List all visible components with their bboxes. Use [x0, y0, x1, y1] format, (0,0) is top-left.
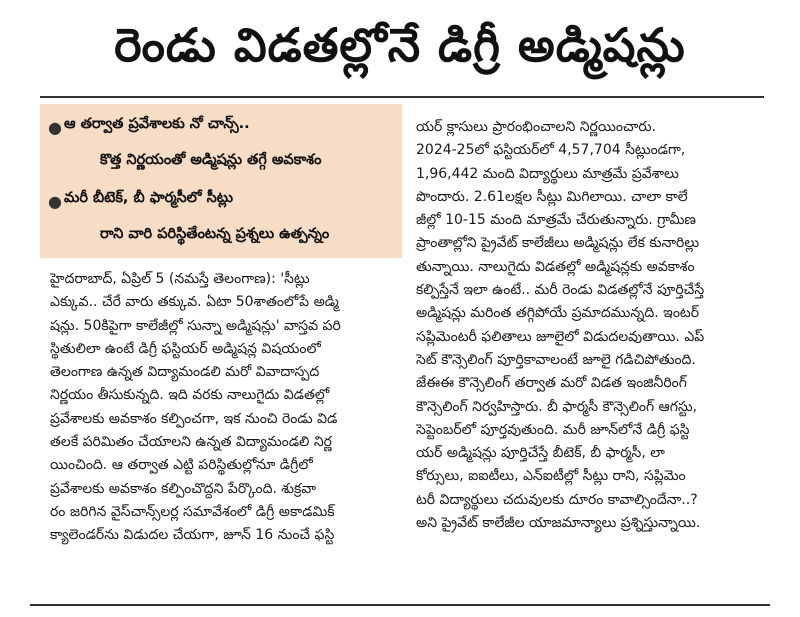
deck-line: మరీ బీటెక్, బీ ఫార్మసీలో సీట్లు: [64, 190, 234, 206]
body-line: అడ్మిషన్లు మరింత తగ్గిపోయే ప్రమాదమున్నది. ఇంటర్: [416, 305, 700, 322]
bullet-icon: ●: [48, 192, 62, 211]
body-line: 1,96,442 మంది విద్యార్థులు మాత్రమే ప్రవేశాలు: [416, 165, 679, 182]
body-line: యించింది. ఆ తర్వాత ఎట్టి పరిస్థితుల్లోనూ డిగ్రీలో: [50, 457, 313, 474]
body-line: యర్ క్లాసులు ప్రారంభించాలని నిర్ణయించారు.: [416, 119, 656, 135]
body-line: సెప్టెంబర్‌లో పూర్తవుతుంది. మరీ జూన్‌లోనే డిగ్రీ ఫస్టి: [416, 421, 690, 438]
body-line: సప్లిమెంటరీ ఫలితాలు జూలైలో విడుదలవుతాయి. ఎప్: [416, 328, 705, 345]
headline-rule: [40, 96, 764, 98]
body-line: నిర్ణయం తీసుకున్నది. ఇది వరకు నాలుగైదు విడతల్లో: [50, 387, 330, 404]
headline: రెండు విడతల్లోనే డిగ్రీ అడ్మిషన్లు: [114, 18, 686, 72]
body-line: ప్రవేశాలకు అవకాశం కల్పించొద్దని పేర్కొంది. శుక్రవా: [50, 480, 316, 497]
body-line: స్థితులిలా ఉంటే డిగ్రీ ఫస్టియర్ అడ్మిషన్ల విషయంలో: [50, 340, 321, 357]
body-line: షన్లు. 50కిపైగా కాలేజీల్లో సున్నా అడ్మిషన్లు' వాస్తవ పరి: [50, 317, 341, 334]
body-line: యర్ అడ్మిషన్లు పూర్తిచేస్తే బీటెక్, బీ ఫార్మసీ, లా: [416, 445, 665, 462]
body-line: తలకే పరిమితం చేయాలని ఉన్నత విద్యామండలి నిర్ణ: [50, 434, 332, 451]
body-column-left: [50, 268, 402, 548]
deck-line: రాని వారి పరిస్థితేంటన్న ప్రశ్నలు ఉత్పన్నం: [100, 226, 330, 242]
body-line: జేఈఈ కౌన్సెలింగ్ తర్వాత మరో విడత ఇంజినీరింగ్: [416, 375, 687, 392]
body-column-right: [416, 116, 772, 535]
body-line: అని ప్రైవేట్ కాలేజీల యాజమాన్యాలు ప్రశ్నిస్తున్నాయి.: [416, 515, 701, 532]
bullet-icon: ●: [48, 118, 62, 137]
deck-line: కొత్త నిర్ణయంతో అడ్మిషన్లు తగ్గే అవకాశం: [100, 152, 322, 168]
deck-box: [40, 104, 402, 258]
body-line: క్యాలెండర్‌ను విడుదల చేయగా, జూన్ 16 నుంచే ఫస్టి: [50, 527, 335, 544]
body-line: తెలంగాణ ఉన్నత విద్యామండలి మరో వివాదాస్పద: [50, 364, 320, 381]
bottom-rule: [30, 604, 770, 606]
body-line: టరీ విద్యార్థులు చదువులకు దూరం కావాల్సిందేనా..?: [416, 491, 698, 508]
body-line: కల్పిస్తేనే ఇలా ఉంటే.. మరీ రెండు విడతల్లోనే పూర్తిచేస్తే: [416, 282, 705, 299]
body-line: కోర్సులు, ఐఐటీలు, ఎన్ఐటీల్లో సీట్లు రాని, సప్లిమెం: [416, 468, 686, 485]
body-line: ఎక్కువ.. చేరే వారు తక్కువ. ఏటా 50శాతంలోపే అడ్మి: [50, 294, 339, 311]
body-line: 2024-25లో ఫస్టియర్‌లో 4,57,704 సీట్లుండగా,: [416, 142, 686, 159]
deck-line: ఆ తర్వాత ప్రవేశాలకు నో చాన్స్..: [64, 116, 250, 132]
body-line: ప్రాంతాల్లోని ప్రైవేట్ కాలేజీలు అడ్మిషన్లు లేక కునారిల్లు: [416, 235, 700, 252]
body-line: ప్రవేశాలకు అవకాశం కల్పించగా, ఇక నుంచి రెండు విడ: [50, 410, 338, 427]
body-line: హైదరాబాద్, ఏప్రిల్ 5 (నమస్తే తెలంగాణ): 'సీట్లు: [50, 271, 310, 287]
body-line: రం జరిగిన వైస్‌చాన్స్‌లర్ల సమావేశంలో డిగ్రీ అకాడమిక్: [50, 503, 335, 520]
body-line: కౌన్సెలింగ్ నిర్వహిస్తారు. బీ ఫార్మసీ కౌన్సెలింగ్ ఆగస్టు,: [416, 398, 698, 415]
body-line: పొందారు. 2.61లక్షల సీట్లు మిగిలాయి. చాలా కాలే: [416, 188, 688, 205]
body-line: జీల్లో 10-15 మంది మాత్రమే చేరుతున్నారు. గ్రామీణ: [416, 212, 696, 229]
body-line: సెట్ కౌన్సెలింగ్ పూర్తికావాలంటే జూలై గడిచిపోతుంది.: [416, 351, 696, 368]
body-line: తున్నాయి. నాలుగైదు విడతల్లో అడ్మిషన్లకు అవకాశం: [416, 258, 695, 275]
